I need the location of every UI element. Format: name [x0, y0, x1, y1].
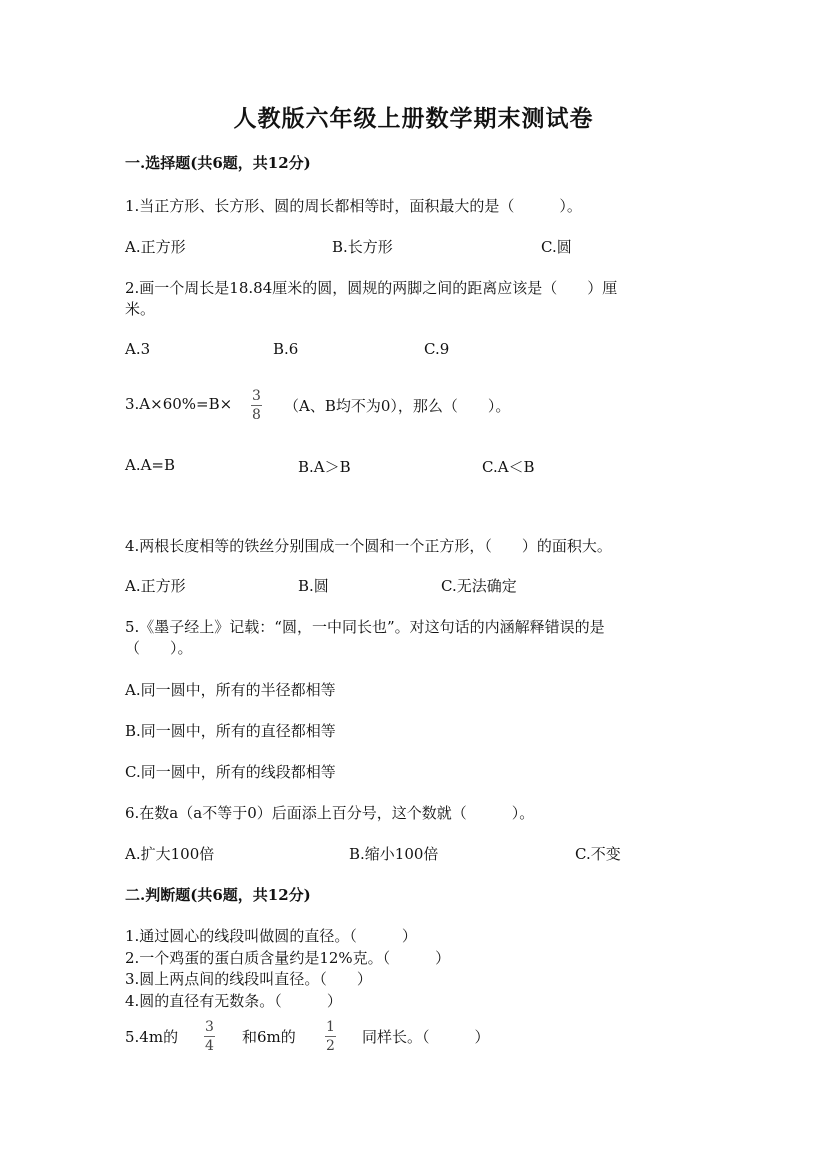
q3-option-c: C.A＜B [482, 458, 535, 476]
q2-option-b: B.6 [273, 340, 299, 358]
question-2-line-2: 米。 [125, 300, 156, 318]
fraction-denominator: 8 [252, 407, 261, 423]
judgement-5-prefix: 5.4m的 [125, 1028, 179, 1046]
judgement-item: 2.一个鸡蛋的蛋白质含量约是12%克。（ ） [125, 949, 451, 967]
question-2-line-1: 2.画一个周长是18.84厘米的圆，圆规的两脚之间的距离应该是（ ）厘 [125, 279, 618, 297]
q5-option-b: B.同一圆中，所有的直径都相等 [125, 722, 336, 740]
question-5-line-2: （ ）。 [125, 639, 193, 657]
question-1: 1.当正方形、长方形、圆的周长都相等时，面积最大的是（ ）。 [125, 197, 582, 215]
fraction-denominator: 2 [326, 1038, 335, 1054]
q2-option-a: A.3 [125, 340, 151, 358]
page-title: 人教版六年级上册数学期末测试卷 [233, 105, 594, 132]
question-3-suffix: （A、B均不为0），那么（ ）。 [284, 397, 511, 415]
q1-option-c: C.圆 [541, 238, 572, 256]
fraction-1-2 [325, 1020, 336, 1053]
fraction-numerator: 1 [326, 1019, 335, 1035]
q4-option-a: A.正方形 [125, 577, 186, 595]
q5-option-a: A.同一圆中，所有的半径都相等 [125, 681, 336, 699]
q1-option-b: B.长方形 [332, 238, 393, 256]
fraction-numerator: 3 [205, 1019, 214, 1035]
q5-option-c: C.同一圆中，所有的线段都相等 [125, 763, 336, 781]
q6-option-c: C.不变 [575, 845, 621, 863]
q4-option-c: C.无法确定 [441, 577, 517, 595]
section-heading-choice: 一.选择题(共6题，共12分) [125, 154, 311, 172]
q3-option-a: A.A=B [125, 456, 176, 474]
q1-option-a: A.正方形 [125, 238, 186, 256]
judgement-item: 1.通过圆心的线段叫做圆的直径。（ ） [125, 927, 417, 945]
judgement-item: 4.圆的直径有无数条。（ ） [125, 992, 342, 1010]
fraction-numerator: 3 [252, 388, 261, 404]
judgement-item: 3.圆上两点间的线段叫直径。（ ） [125, 970, 372, 988]
q3-option-b: B.A＞B [298, 458, 351, 476]
question-6: 6.在数a（a不等于0）后面添上百分号，这个数就（ ）。 [125, 804, 535, 822]
q2-option-c: C.9 [424, 340, 450, 358]
q4-option-b: B.圆 [298, 577, 329, 595]
q6-option-a: A.扩大100倍 [125, 845, 215, 863]
fraction-3-4 [204, 1020, 215, 1053]
q6-option-b: B.缩小100倍 [349, 845, 439, 863]
question-5-line-1: 5.《墨子经上》记载：“圆，一中同长也”。对这句话的内涵解释错误的是 [125, 618, 605, 636]
fraction-denominator: 4 [205, 1038, 214, 1054]
fraction-3-8 [251, 389, 262, 422]
question-3-prefix: 3.A×60%=B× [125, 395, 233, 413]
judgement-5-suffix: 同样长。（ ） [362, 1028, 490, 1046]
judgement-5-middle: 和6m的 [242, 1028, 296, 1046]
section-heading-judgement: 二.判断题(共6题，共12分) [125, 886, 311, 904]
question-4: 4.两根长度相等的铁丝分别围成一个圆和一个正方形，（ ）的面积大。 [125, 537, 612, 555]
